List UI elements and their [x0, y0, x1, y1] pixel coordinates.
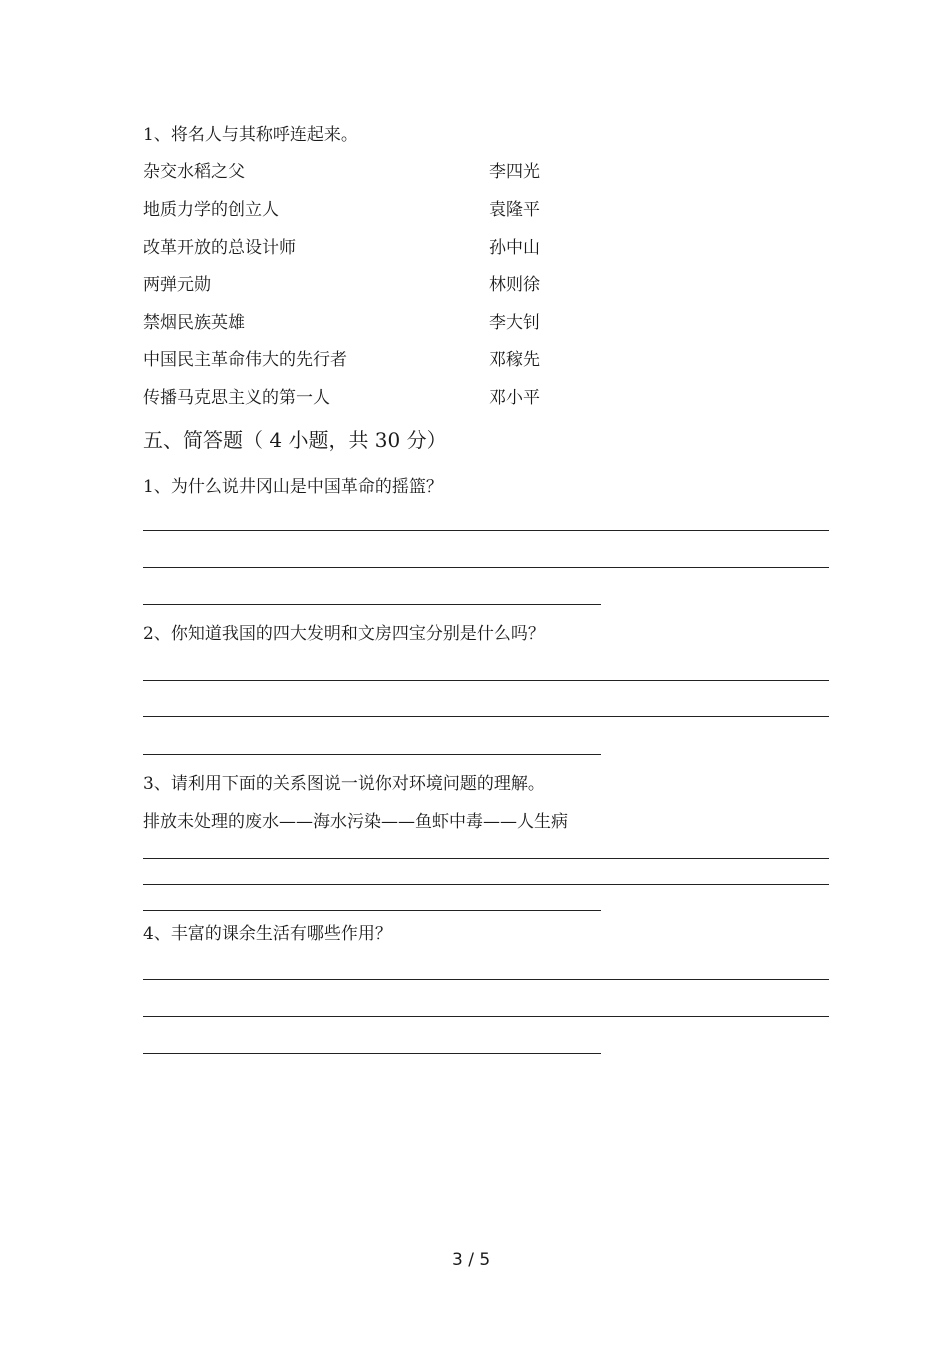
answer-line [143, 1053, 601, 1054]
section-heading: 五、简答题（ 4 小题，共 30 分） [143, 428, 447, 452]
answer-line [143, 604, 601, 605]
match-right-item: 孙中山 [489, 238, 540, 258]
match-right-item: 邓小平 [489, 388, 540, 408]
match-right-item: 李四光 [489, 162, 540, 182]
answer-line [143, 680, 829, 681]
question-4: 4、丰富的课余生活有哪些作用？ [143, 924, 392, 944]
match-question-title: 1、将名人与其称呼连起来。 [143, 125, 358, 145]
page-number: 3 / 5 [452, 1250, 491, 1270]
match-right-item: 邓稼先 [489, 350, 540, 370]
answer-line [143, 754, 601, 755]
match-left-item: 禁烟民族英雄 [143, 313, 245, 333]
question-3-chain: 排放未处理的废水——海水污染——鱼虾中毒——人生病 [143, 812, 568, 832]
answer-line [143, 1016, 829, 1017]
question-1: 1、为什么说井冈山是中国革命的摇篮？ [143, 477, 443, 497]
match-left-item: 两弹元勋 [143, 275, 211, 295]
answer-line [143, 884, 829, 885]
answer-line [143, 567, 829, 568]
match-right-item: 李大钊 [489, 313, 540, 333]
answer-line [143, 858, 829, 859]
match-left-item: 改革开放的总设计师 [143, 238, 296, 258]
match-left-item: 传播马克思主义的第一人 [143, 388, 330, 408]
match-right-item: 袁隆平 [489, 200, 540, 220]
answer-line [143, 979, 829, 980]
question-3: 3、请利用下面的关系图说一说你对环境问题的理解。 [143, 774, 545, 794]
match-left-item: 地质力学的创立人 [143, 200, 279, 220]
answer-line [143, 716, 829, 717]
answer-line [143, 910, 601, 911]
match-right-item: 林则徐 [489, 275, 540, 295]
match-left-item: 中国民主革命伟大的先行者 [143, 350, 347, 370]
answer-line [143, 530, 829, 531]
match-left-item: 杂交水稻之父 [143, 162, 245, 182]
question-2: 2、你知道我国的四大发明和文房四宝分别是什么吗？ [143, 624, 545, 644]
